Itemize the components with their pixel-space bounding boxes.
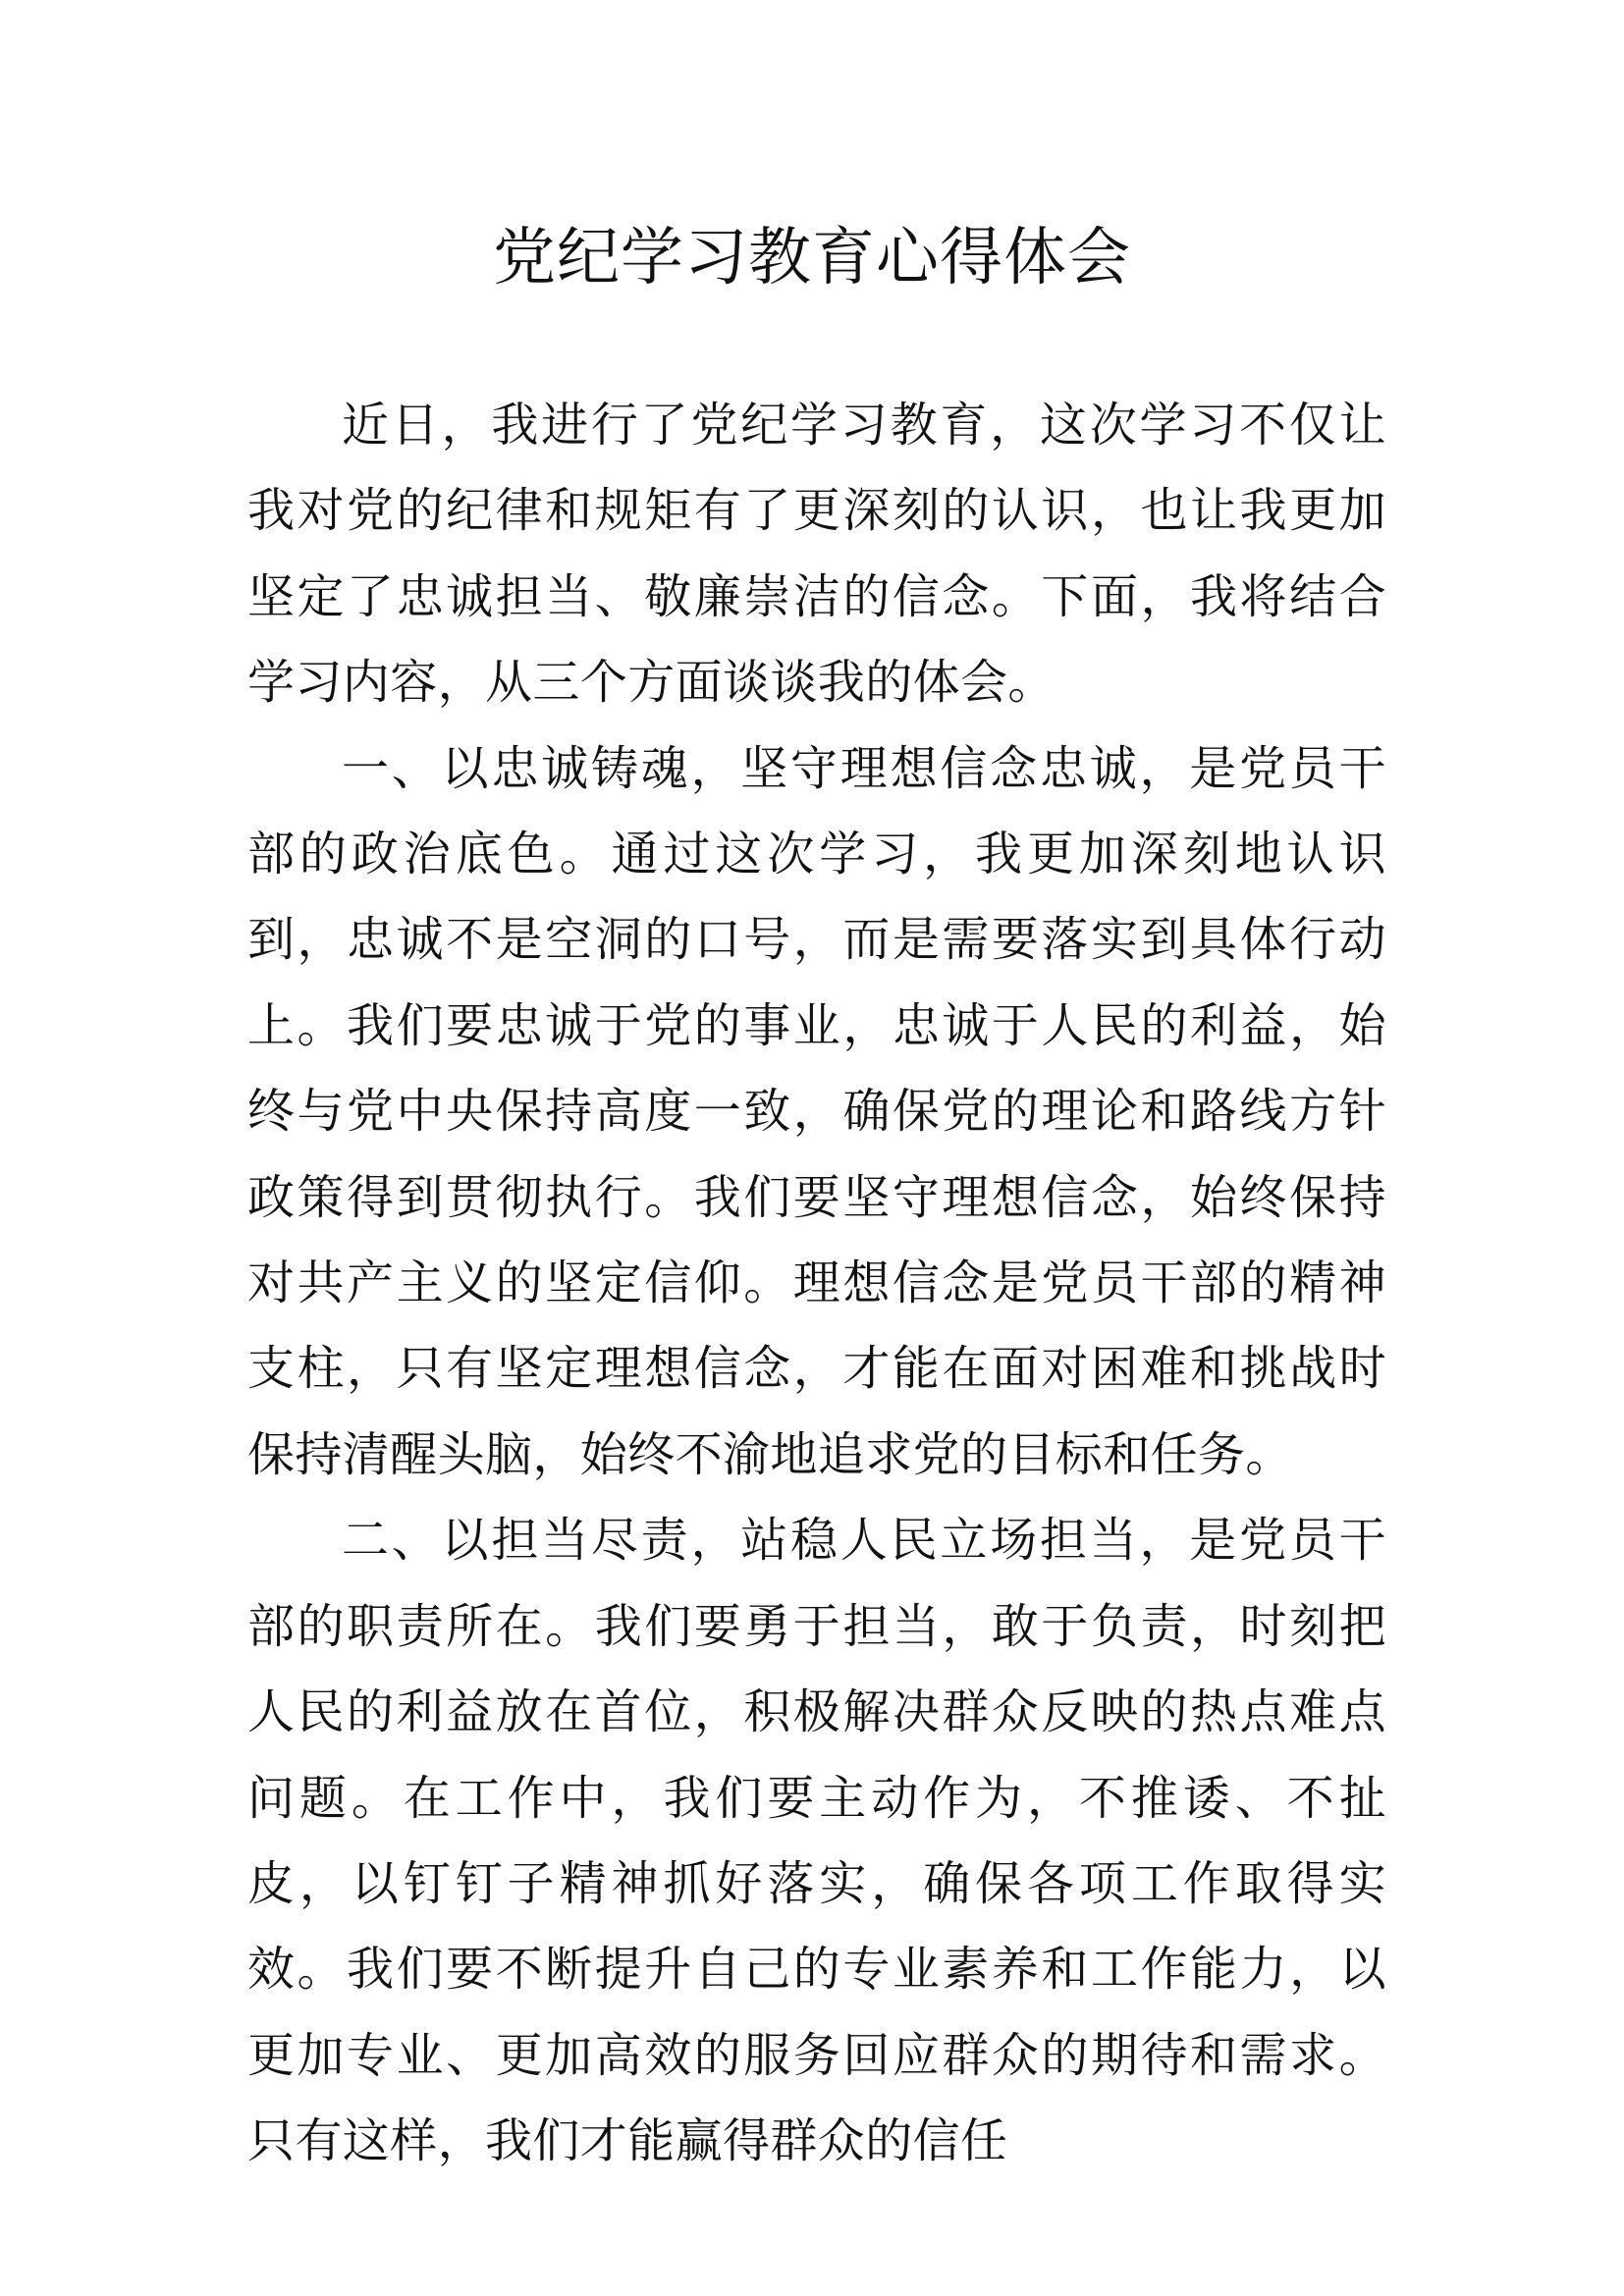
paragraph-intro: 近日，我进行了党纪学习教育，这次学习不仅让我对党的纪律和规矩有了更深刻的认识，也让我更加坚定了忠诚担当、敬廉崇洁的信念。下面，我将结合学习内容，从三个方面谈谈我的体会。	[247, 398, 1386, 711]
paragraph-section-one: 一、以忠诚铸魂，坚守理想信念忠诚，是党员干部的政治底色。通过这次学习，我更加深刻地认识到，忠诚不是空洞的口号，而是需要落实到具体行动上。我们要忠诚于党的事业，忠诚于人民的利益，始终与党中央保持高度一致，确保党的理论和路线方针政策得到贯彻执行。我们要坚守理想信念，始终保持对共产主义的坚定信仰。理想信念是党员干部的精神支柱，只有坚定理想信念，才能在面对困难和挑战时保持清醒头脑，始终不渝地追求党的目标和任务。	[247, 740, 1386, 1482]
document-body	[247, 383, 1386, 2185]
paragraph-section-two: 二、以担当尽责，站稳人民立场担当，是党员干部的职责所在。我们要勇于担当，敢于负责，时刻把人民的利益放在首位，积极解决群众反映的热点难点问题。在工作中，我们要主动作为，不推诿、不扯皮，以钉钉子精神抓好落实，确保各项工作取得实效。我们要不断提升自己的专业素养和工作能力，以更加专业、更加高效的服务回应群众的期待和需求。只有这样，我们才能赢得群众的信任	[247, 1513, 1386, 2169]
document-title: 党纪学习教育心得体会	[493, 222, 1131, 294]
